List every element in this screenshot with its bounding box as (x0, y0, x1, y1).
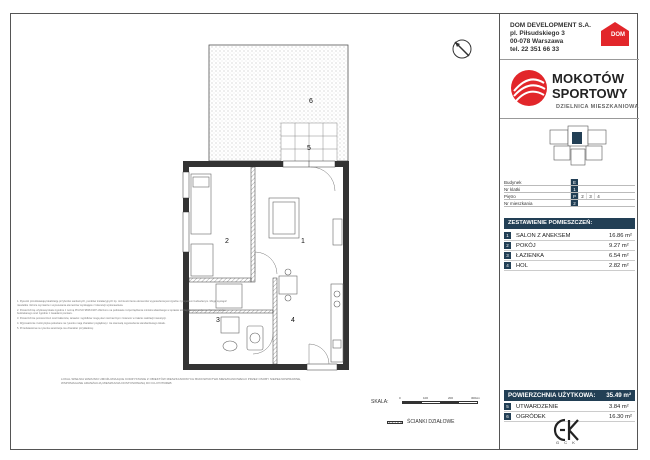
info-sidebar (499, 14, 638, 449)
brand-line-1: MOKOTÓW (552, 71, 625, 86)
company-name: DOM DEVELOPMENT S.A. (510, 22, 591, 29)
list-item (504, 251, 635, 261)
wall-swatch (387, 421, 403, 424)
location-table (504, 179, 635, 207)
info-row-apartment (504, 200, 635, 207)
scale-tick-0: 0 (399, 396, 401, 400)
document-frame (10, 13, 638, 450)
usable-area-value: 35.49 m² (606, 392, 631, 399)
extra-number: 5 (504, 403, 511, 410)
paving-area (281, 123, 337, 162)
rooms-title: ZESTAWIENIE POMIESZCZEŃ: (504, 218, 635, 229)
floor-plan-area (11, 14, 499, 451)
room-area: 16.86 m² (609, 232, 632, 239)
room-area: 6.54 m² (609, 252, 629, 259)
extra-area: 3.84 m² (609, 403, 629, 410)
divider (500, 59, 639, 60)
company-address-1: pl. Piłsudskiego 3 (510, 30, 565, 37)
scale-tick-2: 200 (448, 396, 454, 400)
rooms-list (504, 231, 635, 271)
note-1: 1. Rysunki przedstawiają lokalizację przyborów sanitarnych, punktów instalacyjnych itp. rozmieszczenie elementów wyposażenia jest zgodne z projektem budowlanym. Mogą wystąpić niewielkie różnice wymiarów i usytuowania elementów wynikające z tolerancji wykonawstwa. (17, 300, 227, 307)
note-2: 2. Powierzchnię użytkową lokalu zgodnie z normą PN-ISO 9836:1997 obliczono na podstawie rozporządzenia ministra właściwego w sprawie szczegółowego zakresu i formy projektu budowlanego oraz zgodnie z zasadami pomiaru. (17, 308, 226, 316)
entrance (307, 364, 337, 370)
brand-line-3: DZIELNICA MIESZKANIOWA (556, 104, 639, 110)
compass-icon (451, 38, 473, 60)
kitchen (331, 284, 343, 362)
company-phone: tel. 22 351 66 33 (510, 46, 560, 53)
info-row-staircase (504, 186, 635, 193)
extra-area: 16.30 m² (609, 413, 632, 420)
gck-logo-text: G C K (556, 440, 577, 445)
room-number: 2 (504, 242, 511, 249)
plan-label-3: 3 (216, 317, 220, 324)
info-value: P (570, 193, 578, 199)
room-name: SALON Z ANEKSEM (516, 232, 571, 239)
scale-bar (402, 401, 478, 404)
list-item (504, 231, 635, 241)
brand-line-2: SPORTOWY (552, 86, 628, 101)
note-3: 3. Powierzchnie pomieszczeń oraz balkonów, tarasów i ogródków mogą ulec nieznacznym zmianom w trakcie realizacji inwestycji. (17, 317, 167, 321)
sofa (269, 198, 299, 238)
extra-number: 6 (504, 413, 511, 420)
info-value: 3 (586, 193, 594, 199)
plan-label-5: 5 (307, 145, 311, 152)
room-area: 2.82 m² (609, 262, 629, 269)
plan-label-4: 4 (291, 317, 295, 324)
building-key-plan (538, 122, 618, 172)
plan-label-2: 2 (225, 238, 229, 245)
plan-label-1: 1 (301, 238, 305, 245)
divider (500, 118, 639, 119)
info-label: Nr mieszkania (504, 201, 533, 206)
legend-walls (387, 419, 455, 425)
list-item (504, 241, 635, 251)
info-value: 2 (578, 193, 586, 199)
info-row-floor (504, 193, 635, 200)
scale-label: SKALA: (371, 399, 389, 405)
note-5: 5. Przedstawiona na rysunku aranżacja ma charakter przykładowy. (17, 326, 94, 330)
info-value: 4 (594, 193, 602, 199)
dom-logo-text: DOM (611, 32, 625, 38)
room-name: ŁAZIENKA (516, 252, 545, 259)
list-item (504, 402, 635, 412)
extra-name: UTWARDZENIE (516, 403, 559, 410)
info-row-building (504, 179, 635, 186)
brand-block (500, 61, 639, 116)
room-number: 4 (504, 262, 511, 269)
info-value: E (570, 179, 578, 185)
list-item (504, 261, 635, 271)
info-label: Nr klatki (504, 187, 521, 192)
room-number: 3 (504, 252, 511, 259)
tv-unit (333, 219, 342, 245)
mokotow-logo-icon (510, 69, 548, 107)
company-address-2: 00-078 Warszawa (510, 38, 564, 45)
note-4: 4. Wyposażenie i kolorystyka pokazane na rysunku mają charakter poglądowy i nie stanowią wyposażenia standardowego lokalu. (17, 321, 166, 325)
dining-table (279, 269, 297, 301)
scale-tick-1: 100 (423, 396, 429, 400)
disclaimer-notes (17, 300, 227, 332)
floor-plan (11, 14, 499, 451)
scale-tick-3: 300cm (471, 396, 481, 400)
info-label: Piętro (504, 194, 516, 199)
accessibility-note: LOKAL SPEŁNIA WARUNKI UMOŻLIWIAJĄCE KORZYSTANIE Z OBIEKTÓW MIESZKANIOWYCH BUDOWNICTWA MIESZKANIOWEGO PRZEZ OSOBY NIEPEŁNOSPRAWNE, WSPOMAGANE ARANŻACJĄ MIESZKANIA DOSTOSOWANĄ DO ICH POTRZEB (61, 377, 301, 385)
wardrobe (191, 244, 213, 276)
info-label: Budynek (504, 180, 522, 185)
door-swings (253, 167, 335, 354)
info-value: 1 (570, 186, 578, 192)
info-value: 2 (570, 200, 578, 206)
plan-label-6: 6 (309, 98, 313, 105)
legend-walls-label: ŚCIANKI DZIAŁOWE (407, 419, 455, 425)
room-number: 1 (504, 232, 511, 239)
company-info (510, 22, 591, 54)
room-name: POKÓJ (516, 242, 536, 249)
room-name: HOL (516, 262, 528, 269)
usable-area (504, 390, 635, 401)
room-area: 9.27 m² (609, 242, 629, 249)
extra-name: OGRÓDEK (516, 413, 546, 420)
bed (191, 174, 211, 234)
usable-area-label: POWIERZCHNIA UŻYTKOWA: (508, 392, 596, 399)
